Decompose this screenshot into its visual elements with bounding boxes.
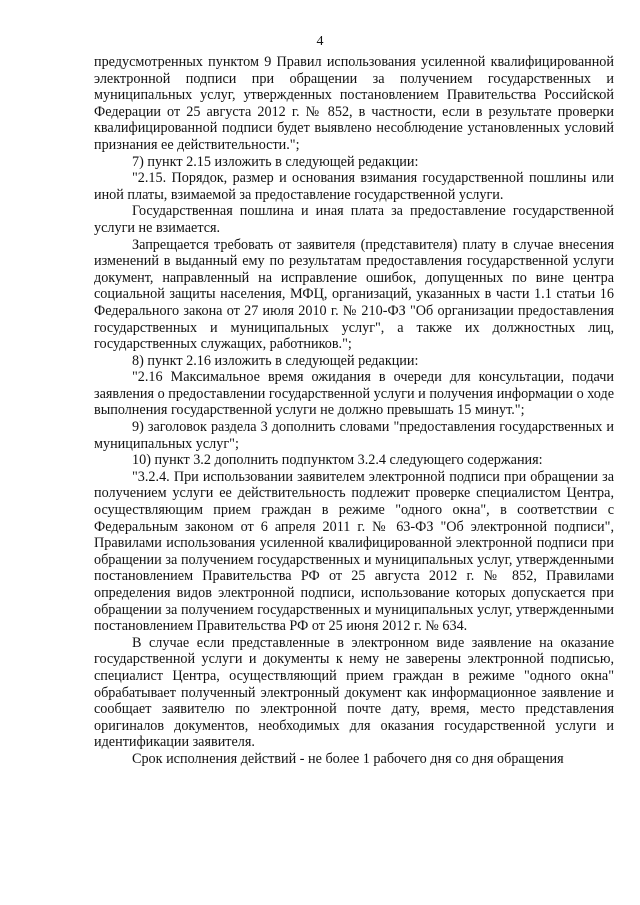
paragraph-continuation: предусмотренных пунктом 9 Правил использования усиленной квалифицированной электронной подписи при обращении за получением государственных и муниципальных услуг, утвержденных постановлением Правительства Российской Федерации от 25 августа 2012 г. № 852, в частности, если в результате проверки квалифицированной подписи будет выявлено несоблюдение установленных условий признания ее действительности."; bbox=[94, 54, 614, 153]
paragraph-3-2-4: "3.2.4. При использовании заявителем электронной подписи при обращении за получением услуги ее действительность подлежит проверке специалистом Центра, осуществляющим прием граждан в режиме "одного окна", в соответствии с Федеральным законом от 6 апреля 2011 г. № 63-ФЗ "Об электронной подписи", Правилами использования усиленной квалифицированной электронной подписи при обращении за получением государственных и муниципальных услуг, утвержденными постановлением Правительства РФ от 25 августа 2012 г. № 852, Правилами определения видов электронной подписи, использование которых допускается при обращении за получением государственных и муниципальных услуг, утвержденными постановлением Правительства РФ от 25 июня 2012 г. № 634. bbox=[94, 468, 614, 635]
paragraph-item-7: 7) пункт 2.15 изложить в следующей редакции: bbox=[132, 153, 419, 170]
paragraph-fee-not-charged: Государственная пошлина и иная плата за предоставление государственной услуги не взимается. bbox=[94, 203, 614, 236]
paragraph-deadline: Срок исполнения действий - не более 1 рабочего дня со дня обращения bbox=[132, 750, 564, 767]
paragraph-item-9: 9) заголовок раздела 3 дополнить словами "предоставления государственных и муниципальных услуг"; bbox=[94, 419, 614, 452]
paragraph-2-16-waiting-time: "2.16 Максимальное время ожидания в очереди для консультации, подачи заявления о предоставлении государственной услуги и получения информации о ходе выполнения государственной услуги не должно превышать 15 минут."; bbox=[94, 369, 614, 419]
paragraph-2-15-heading: "2.15. Порядок, размер и основания взимания государственной пошлины или иной платы, взимаемой за предоставление государственной услуги. bbox=[94, 170, 614, 203]
paragraph-fee-prohibition: Запрещается требовать от заявителя (представителя) плату в случае внесения изменений в выданный ему по результатам предоставления государственной услуги документ, направленный на исправление ошибок, допущенных по вине центра социальной защиты населения, МФЦ, организаций, указанных в части 1.1 статьи 16 Федерального закона от 27 июля 2010 г. № 210-ФЗ "Об организации предоставления государственных и муниципальных услуг", а также их должностных лиц, государственных служащих, работников."; bbox=[94, 236, 614, 353]
paragraph-item-8: 8) пункт 2.16 изложить в следующей редакции: bbox=[132, 352, 419, 369]
paragraph-item-10: 10) пункт 3.2 дополнить подпунктом 3.2.4 следующего содержания: bbox=[132, 452, 543, 469]
paragraph-unsigned-documents: В случае если представленные в электронном виде заявление на оказание государственной услуги и документы к нему не заверены электронной подписью, специалист Центра, осуществляющий прием граждан в режиме "одного окна" обрабатывает полученный электронный документ как информационное заявление и сообщает заявителю по электронной почте дату, время, место представления оригиналов документов, необходимых для оказания государственной услуги и идентификации заявителя. bbox=[94, 634, 614, 751]
document-body bbox=[94, 54, 614, 768]
page-number: 4 bbox=[316, 34, 324, 49]
